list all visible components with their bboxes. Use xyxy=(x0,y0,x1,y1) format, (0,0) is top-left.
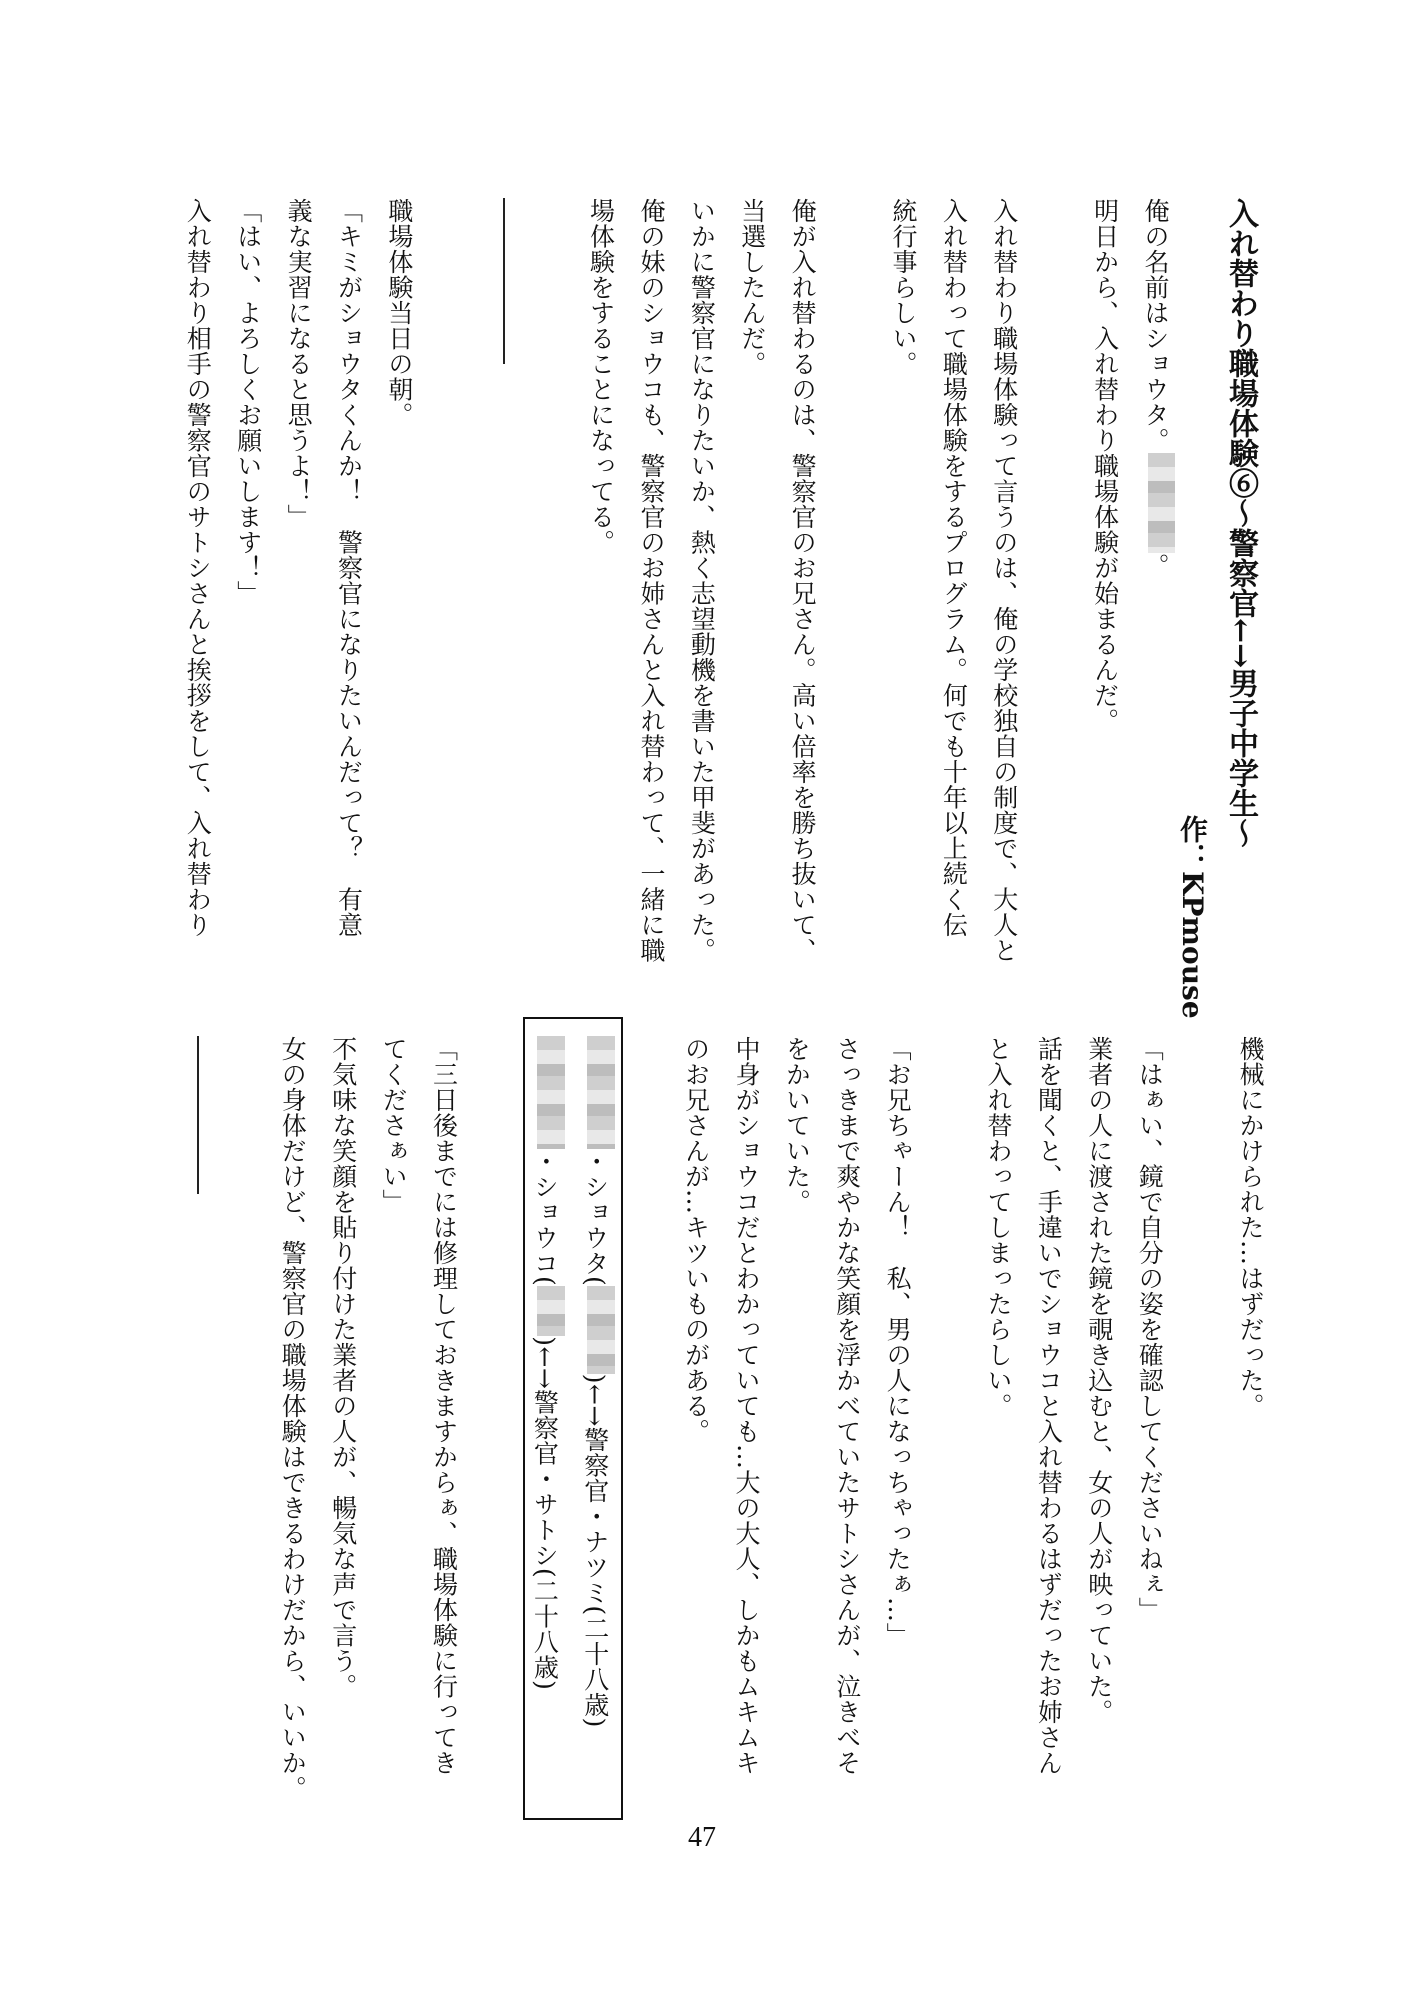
text-segment: )←→警察官・ナツミ(二十八歳) xyxy=(580,1373,610,1728)
blank-line xyxy=(469,1036,519,1811)
text-line: 俺の妹のショウコも、警察官のお姉さんと入れ替わって、一緒に職 xyxy=(636,198,666,963)
redacted-blur xyxy=(537,1036,565,1149)
redacted-blur xyxy=(1148,453,1176,553)
author-credit: 作：KPmouse xyxy=(1176,815,1209,1019)
text-line: 「はぁい、鏡で自分の姿を確認してくださいねぇ」 xyxy=(1135,1036,1165,1623)
blank-line xyxy=(1174,1036,1224,1811)
blank-line xyxy=(620,1036,670,1811)
text-line xyxy=(1130,198,1180,973)
text-line: と入れ替わってしまったらしい。 xyxy=(983,1036,1013,1419)
text-line: さっきまで爽やかな笑顔を浮かべていたサトシさんが、泣きべそ xyxy=(832,1036,862,1776)
text-line: 機械にかけられた…はずだった。 xyxy=(1236,1036,1265,1419)
section-divider xyxy=(503,198,505,364)
swap-line-shouta xyxy=(569,1036,619,1811)
section-divider xyxy=(197,1036,199,1194)
text-line: いかに警察官になりたいか、熱く志望動機を書いた甲斐があった。 xyxy=(687,198,717,963)
text-line: のお兄さんが…キツいものがある。 xyxy=(681,1036,711,1444)
text-line: をかいていた。 xyxy=(782,1036,812,1215)
text-segment: )←→警察官・サトシ(二十八歳) xyxy=(530,1336,560,1691)
text-segment: 。 xyxy=(1141,553,1170,579)
text-line: 「三日後までには修理しておきますからぁ、職場体験に行ってき xyxy=(429,1036,459,1776)
bottom-text-block xyxy=(267,1036,1275,1811)
text-line: 「はい、よろしくお願いします！」 xyxy=(233,198,263,606)
blank-line xyxy=(474,198,524,973)
text-line: 「キミがショウタくんか！ 警察官になりたいんだって？ 有意 xyxy=(334,198,364,938)
text-segment: ・ショウタ( xyxy=(580,1148,610,1287)
top-text-block xyxy=(172,198,1180,973)
redacted-blur xyxy=(587,1036,615,1149)
text-line: 入れ替わって職場体験をするプログラム。何でも十年以上続く伝 xyxy=(939,198,969,938)
swap-line-shouko xyxy=(519,1036,569,1811)
text-line: 「お兄ちゃーん！ 私、男の人になっちゃったぁ…」 xyxy=(883,1036,913,1648)
blank-line xyxy=(922,1036,972,1811)
redacted-blur xyxy=(587,1286,615,1374)
text-line: 入れ替わり相手の警察官のサトシさんと挨拶をして、入れ替わり xyxy=(183,198,213,938)
text-segment: ・ショウコ( xyxy=(530,1148,560,1287)
text-line: 統行事らしい。 xyxy=(888,198,918,377)
blank-line xyxy=(525,198,575,973)
text-line: 不気味な笑顔を貼り付けた業者の人が、暢気な声で言う。 xyxy=(328,1036,358,1699)
text-line: 場体験をすることになってる。 xyxy=(586,198,616,555)
text-line: 話を聞くと、手違いでショウコと入れ替わるはずだったお姉さん xyxy=(1034,1036,1064,1776)
text-line: 女の身体だけど、警察官の職場体験はできるわけだから、いいか。 xyxy=(278,1036,308,1801)
text-line: 俺が入れ替わるのは、警察官のお兄さん。高い倍率を勝ち抜いて、 xyxy=(788,198,818,963)
redacted-blur xyxy=(537,1286,565,1336)
blank-line xyxy=(1029,198,1079,973)
text-line: 中身がショウコだとわかっていても…大の大人、しかもムキムキ xyxy=(731,1036,761,1776)
story-title: 入れ替わり職場体験⑥～警察官←→男子中学生～ xyxy=(1223,198,1258,849)
text-line: 職場体験当日の朝。 xyxy=(384,198,414,428)
text-line: 業者の人に渡された鏡を覗き込むと、女の人が映っていた。 xyxy=(1084,1036,1114,1725)
page-number: 47 xyxy=(688,1822,716,1853)
text-line: 当選したんだ。 xyxy=(737,198,767,377)
text-line: 明日から、入れ替わり職場体験が始まるんだ。 xyxy=(1090,198,1120,734)
text-line: 入れ替わり職場体験って言うのは、俺の学校独自の制度で、大人と xyxy=(989,198,1019,963)
text-line: 義な実習になると思うよ！」 xyxy=(284,198,314,530)
blank-line xyxy=(424,198,474,973)
blank-line xyxy=(827,198,877,973)
text-line: てくださぁい」 xyxy=(379,1036,409,1215)
text-segment: 俺の名前はショウタ。 xyxy=(1141,198,1170,453)
